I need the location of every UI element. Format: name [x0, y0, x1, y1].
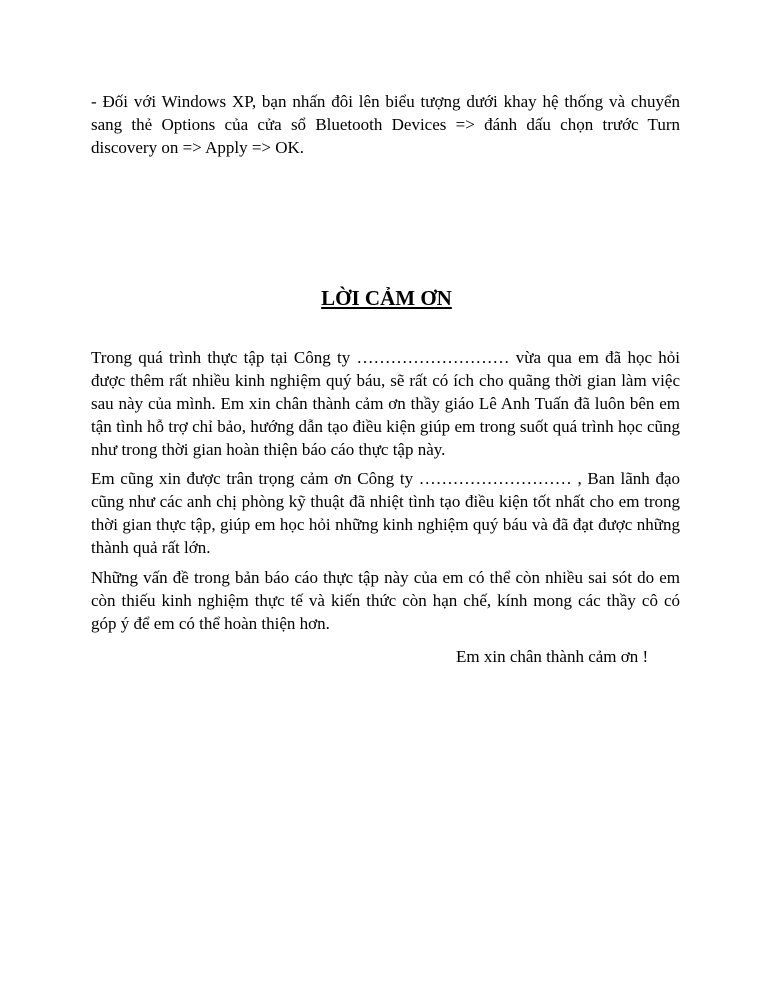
paragraph-3: Những vấn đề trong bản báo cáo thực tập này của em có thể còn nhiều sai sót do em còn thiếu kinh nghiệm thực tế và kiến thức còn hạn chế, kính mong các thầy cô có góp ý để em có thể hoàn thiện hơn. — [91, 568, 680, 633]
paragraph-2: Em cũng xin được trân trọng cảm ơn Công ty ……………………… , Ban lãnh đạo cũng như các anh chị phòng kỹ thuật đã nhiệt tình tạo điều kiện tốt nhất cho em trong thời gian thực tập, giúp em học hỏi những kinh nghiệm quý báu và đã đạt được những thành quả rất lớn. — [91, 469, 680, 557]
intro-paragraph: - Đối với Windows XP, bạn nhấn đôi lên biểu tượng dưới khay hệ thống và chuyển sang thẻ Options của cửa sổ Bluetooth Devices => đánh dấu chọn trước Turn discovery on => Apply => OK. — [91, 92, 680, 157]
closing-line: Em xin chân thành cảm ơn ! — [456, 647, 649, 666]
paragraph-1: Trong quá trình thực tập tại Công ty ……………………… vừa qua em đã học hỏi được thêm rất nhiều kinh nghiệm quý báu, sẽ rất có ích cho quãng thời gian làm việc sau này của mình. Em xin chân thành cảm ơn thầy giáo Lê Anh Tuấn đã luôn bên em tận tình hỗ trợ chỉ bảo, hướng dẫn tạo điều kiện giúp em trong suốt quá trình học cũng như trong thời gian hoàn thiện báo cáo thực tập này. — [91, 348, 680, 459]
section-title: LỜI CẢM ƠN — [321, 286, 452, 310]
